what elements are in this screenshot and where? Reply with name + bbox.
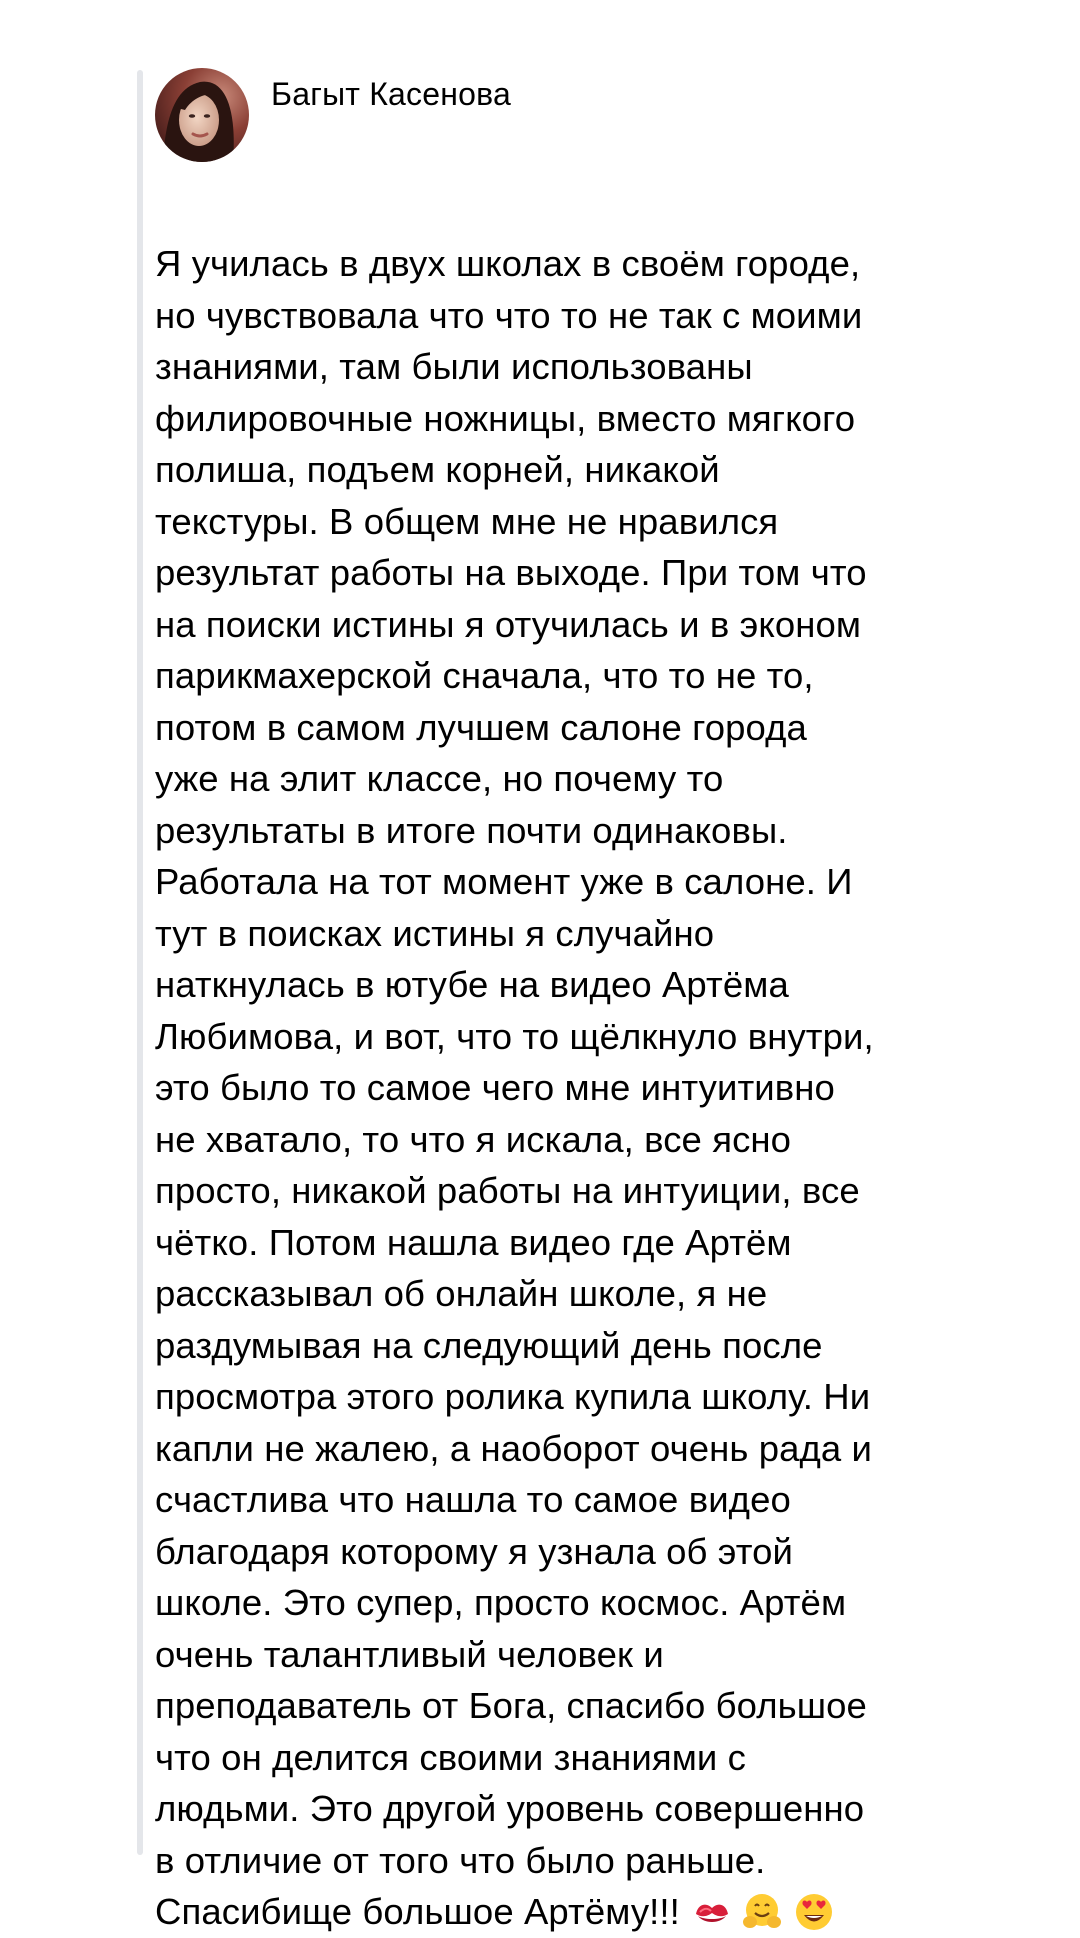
kiss-mark-icon xyxy=(692,1892,732,1932)
post-text-content: Я училась в двух школах в своём городе, но чувствовала что что то не так с моими знаниями, там были использованы филировочные ножницы, вместо мягкого полиша, подъем корней, никакой текстуры. В общем мне не нравился результат работы на выходе. При том что на поиски истины я отучилась и в эконом парикмахерской сначала, что то не то, потом в самом лучшем салоне города уже на элит классе, но почему то результаты в итоге почти одинаковы. Работала на тот момент уже в салоне. И тут в поисках истины я случайно наткнулась в ютубе на видео Артёма Любимова, и вот, что то щёлкнуло внутри, это было то самое чего мне интуитивно не хватало, то что я искала, все ясно просто, никакой работы на интуиции, все чётко. Потом нашла видео где Артём рассказывал об онлайн школе, я не раздумывая на следующий день после просмотра этого ролика купила школу. Ни капли не жалею, а наоборот очень рада и счастлива что нашла то самое видео благодаря которому я узнала об этой школе. Это супер, просто космос. Артём очень талантливый человек и преподаватель от Бога, спасибо большое что он делится своими знаниями с людьми. Это другой уровень совершенно в отличие от того что было раньше. Спасибище большое Артёму!!! xyxy=(155,243,874,1932)
heart-eyes-face-icon xyxy=(792,1890,836,1934)
post-header xyxy=(155,68,1055,164)
review-post xyxy=(155,68,1055,1938)
emoji-group xyxy=(692,1890,836,1934)
avatar-image xyxy=(155,68,249,162)
quote-bar xyxy=(137,70,143,1855)
hugging-face-icon xyxy=(740,1890,784,1934)
post-text xyxy=(155,238,1055,1938)
author-name[interactable]: Багыт Касенова xyxy=(271,76,511,112)
avatar[interactable] xyxy=(155,68,249,162)
